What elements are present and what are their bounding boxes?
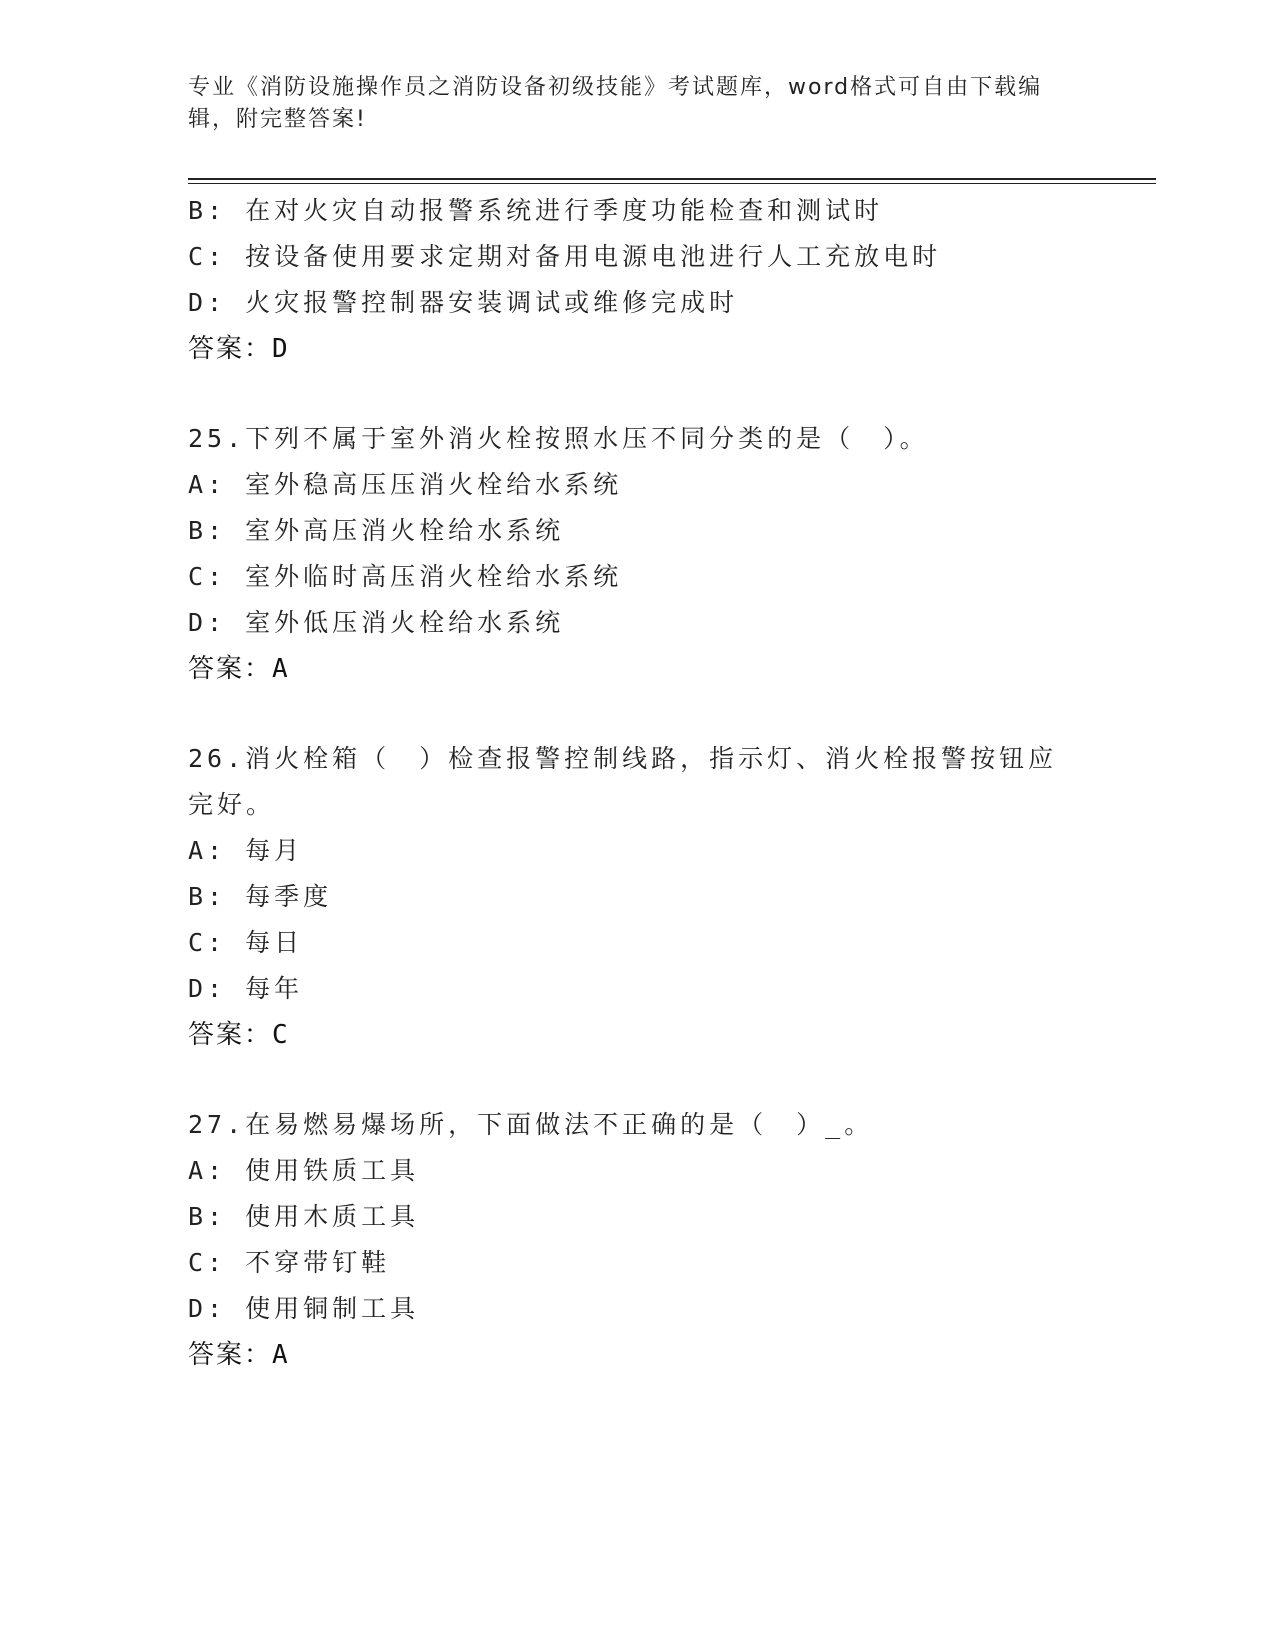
- answer-line: [188, 646, 1088, 692]
- document-intro: 专业《消防设施操作员之消防设备初级技能》考试题库，word格式可自由下载编辑，附完整答案!: [188, 75, 1043, 132]
- answer-line: [188, 326, 1088, 372]
- answer-label: 答案：: [188, 334, 273, 364]
- header-rule-thin: [188, 183, 1156, 184]
- question-stem: 25.下列不属于室外消火栓按照水压不同分类的是（ ）。: [188, 424, 929, 453]
- answer-label: 答案：: [188, 1340, 273, 1370]
- question-27: [188, 1102, 1088, 1378]
- answer-value: A: [272, 1340, 290, 1370]
- option-b: B: 室外高压消火栓给水系统: [188, 516, 565, 545]
- question-24-tail: [188, 188, 1088, 372]
- option-d: D: 每年: [188, 974, 304, 1003]
- answer-value: A: [272, 654, 290, 684]
- option-c: C: 按设备使用要求定期对备用电源电池进行人工充放电时: [188, 242, 942, 271]
- answer-value: C: [272, 1020, 290, 1050]
- header-rule-thick: [188, 178, 1156, 180]
- option-d: D: 火灾报警控制器安装调试或维修完成时: [188, 288, 739, 317]
- option-d: D: 室外低压消火栓给水系统: [188, 608, 565, 637]
- option-b: B: 在对火灾自动报警系统进行季度功能检查和测试时: [188, 196, 884, 225]
- option-b: B: 每季度: [188, 882, 333, 911]
- answer-line: [188, 1012, 1088, 1058]
- question-stem: 27.在易燃易爆场所，下面做法不正确的是（ ）_。: [188, 1110, 874, 1139]
- option-a: A: 使用铁质工具: [188, 1156, 420, 1185]
- option-a: A: 每月: [188, 836, 304, 865]
- option-d: D: 使用铜制工具: [188, 1294, 420, 1323]
- question-list: [188, 188, 1088, 1378]
- question-25: [188, 416, 1088, 692]
- answer-value: D: [272, 334, 290, 364]
- option-c: C: 每日: [188, 928, 304, 957]
- option-a: A: 室外稳高压压消火栓给水系统: [188, 470, 623, 499]
- answer-label: 答案：: [188, 1020, 273, 1050]
- option-c: C: 室外临时高压消火栓给水系统: [188, 562, 623, 591]
- question-stem: 26.消火栓箱（ ）检查报警控制线路，指示灯、消火栓报警按钮应完好。: [188, 744, 1058, 819]
- answer-line: [188, 1332, 1088, 1378]
- option-c: C: 不穿带钉鞋: [188, 1248, 391, 1277]
- option-b: B: 使用木质工具: [188, 1202, 420, 1231]
- question-26: [188, 736, 1088, 1058]
- answer-label: 答案：: [188, 654, 273, 684]
